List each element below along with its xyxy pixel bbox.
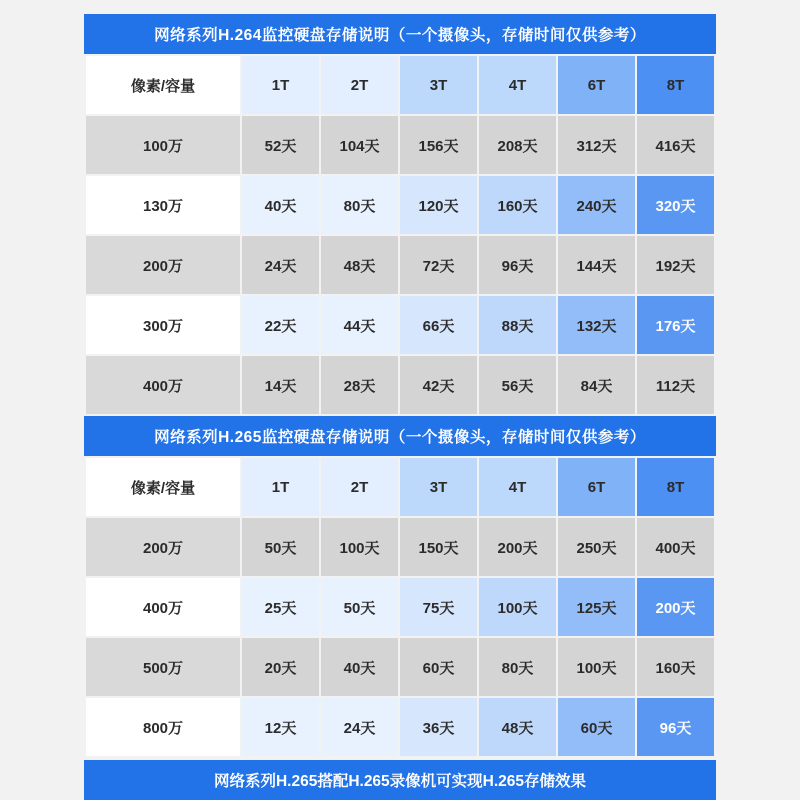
cell-value: 96天	[637, 698, 714, 756]
cell-value: 66天	[400, 296, 477, 354]
cell-value: 80天	[479, 638, 556, 696]
row-label: 100万	[86, 116, 240, 174]
cell-value: 125天	[558, 578, 635, 636]
cell-value: 80天	[321, 176, 398, 234]
cell-value: 20天	[242, 638, 319, 696]
cell-value: 40天	[242, 176, 319, 234]
banner-h265: 网络系列H.265监控硬盘存储说明（一个摄像头，存储时间仅供参考）	[84, 416, 716, 456]
footer-banner-h265: 网络系列H.265搭配H.265录像机可实现H.265存储效果	[84, 760, 716, 800]
row-label: 400万	[86, 356, 240, 414]
cell-value: 84天	[558, 356, 635, 414]
cell-value: 44天	[321, 296, 398, 354]
cell-value: 100天	[321, 518, 398, 576]
header-cell-4t: 4T	[479, 56, 556, 114]
cell-value: 28天	[321, 356, 398, 414]
cell-value: 200天	[479, 518, 556, 576]
header-cell-1t: 1T	[242, 458, 319, 516]
cell-value: 50天	[242, 518, 319, 576]
cell-value: 240天	[558, 176, 635, 234]
cell-value: 88天	[479, 296, 556, 354]
cell-value: 160天	[637, 638, 714, 696]
cell-value: 112天	[637, 356, 714, 414]
header-cell-1t: 1T	[242, 56, 319, 114]
cell-value: 50天	[321, 578, 398, 636]
table-row	[86, 698, 714, 756]
cell-value: 320天	[637, 176, 714, 234]
row-label: 200万	[86, 518, 240, 576]
table-header-row	[86, 56, 714, 114]
header-cell-6t: 6T	[558, 458, 635, 516]
header-cell-8t: 8T	[637, 56, 714, 114]
cell-value: 42天	[400, 356, 477, 414]
cell-value: 36天	[400, 698, 477, 756]
cell-value: 25天	[242, 578, 319, 636]
cell-value: 100天	[558, 638, 635, 696]
cell-value: 200天	[637, 578, 714, 636]
cell-value: 176天	[637, 296, 714, 354]
cell-value: 56天	[479, 356, 556, 414]
row-label: 200万	[86, 236, 240, 294]
cell-value: 156天	[400, 116, 477, 174]
cell-value: 144天	[558, 236, 635, 294]
header-cell-2t: 2T	[321, 56, 398, 114]
table-row	[86, 296, 714, 354]
cell-value: 192天	[637, 236, 714, 294]
banner-h264: 网络系列H.264监控硬盘存储说明（一个摄像头，存储时间仅供参考）	[84, 14, 716, 54]
table-row	[86, 578, 714, 636]
header-cell-8t: 8T	[637, 458, 714, 516]
header-cell-3t: 3T	[400, 56, 477, 114]
cell-value: 52天	[242, 116, 319, 174]
header-cell-4t: 4T	[479, 458, 556, 516]
table-block-h264	[84, 14, 716, 416]
cell-value: 132天	[558, 296, 635, 354]
header-cell-6t: 6T	[558, 56, 635, 114]
cell-value: 40天	[321, 638, 398, 696]
table-row	[86, 638, 714, 696]
table-row	[86, 116, 714, 174]
table-block-h265	[84, 416, 716, 800]
cell-value: 96天	[479, 236, 556, 294]
header-cell-label: 像素/容量	[86, 458, 240, 516]
cell-value: 160天	[479, 176, 556, 234]
cell-value: 416天	[637, 116, 714, 174]
cell-value: 24天	[321, 698, 398, 756]
cell-value: 24天	[242, 236, 319, 294]
cell-value: 250天	[558, 518, 635, 576]
table-row	[86, 356, 714, 414]
cell-value: 22天	[242, 296, 319, 354]
row-label: 300万	[86, 296, 240, 354]
cell-value: 100天	[479, 578, 556, 636]
cell-value: 208天	[479, 116, 556, 174]
cell-value: 150天	[400, 518, 477, 576]
cell-value: 72天	[400, 236, 477, 294]
table-header-row	[86, 458, 714, 516]
cell-value: 14天	[242, 356, 319, 414]
header-cell-2t: 2T	[321, 458, 398, 516]
header-cell-3t: 3T	[400, 458, 477, 516]
cell-value: 104天	[321, 116, 398, 174]
header-cell-label: 像素/容量	[86, 56, 240, 114]
cell-value: 120天	[400, 176, 477, 234]
cell-value: 60天	[400, 638, 477, 696]
cell-value: 400天	[637, 518, 714, 576]
table-row	[86, 236, 714, 294]
row-label: 400万	[86, 578, 240, 636]
table-h264	[84, 54, 716, 416]
table-row	[86, 518, 714, 576]
cell-value: 48天	[479, 698, 556, 756]
table-h265	[84, 456, 716, 758]
row-label: 800万	[86, 698, 240, 756]
cell-value: 48天	[321, 236, 398, 294]
cell-value: 60天	[558, 698, 635, 756]
table-row	[86, 176, 714, 234]
cell-value: 75天	[400, 578, 477, 636]
row-label: 130万	[86, 176, 240, 234]
row-label: 500万	[86, 638, 240, 696]
cell-value: 12天	[242, 698, 319, 756]
cell-value: 312天	[558, 116, 635, 174]
